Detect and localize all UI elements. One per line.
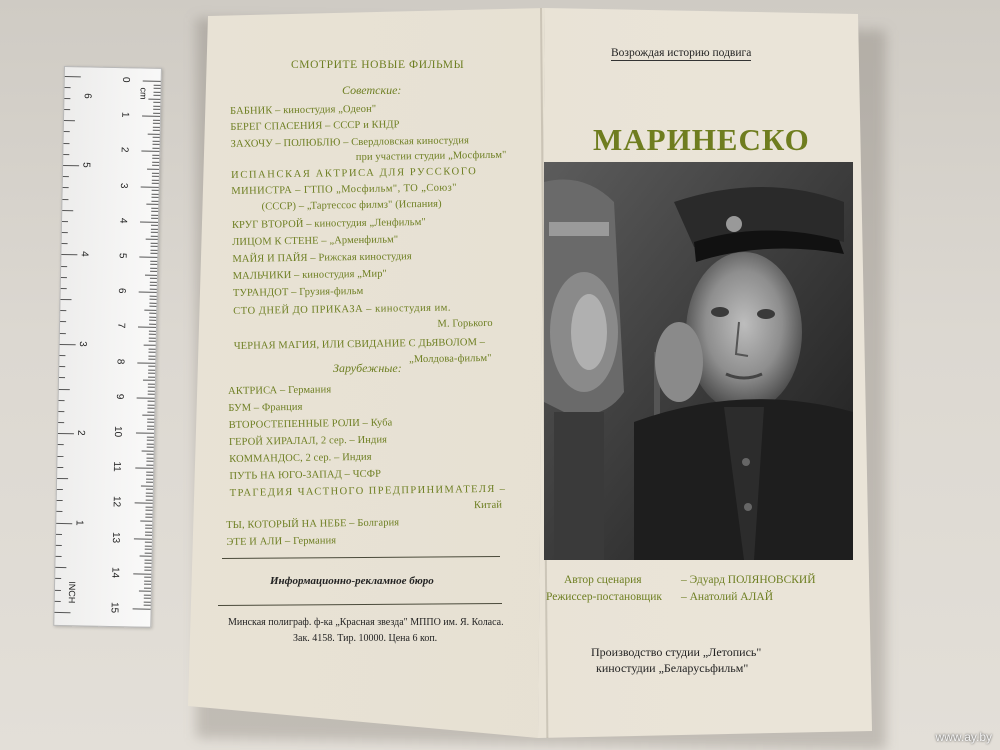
ruler-inch-tick bbox=[59, 400, 65, 401]
ruler-tick bbox=[147, 429, 154, 430]
ruler-inch-tick bbox=[62, 232, 68, 233]
ruler-tick bbox=[137, 397, 155, 398]
ruler-tick bbox=[135, 503, 153, 504]
ruler-tick bbox=[136, 432, 154, 433]
ruler-tick bbox=[147, 169, 159, 170]
ruler-tick bbox=[145, 535, 152, 536]
ruler-inch-tick bbox=[61, 288, 67, 289]
ruler-tick bbox=[141, 186, 159, 187]
ruler-tick bbox=[148, 387, 155, 388]
ruler-tick bbox=[144, 570, 151, 571]
ruler-tick bbox=[151, 229, 158, 230]
ruler-inch-tick bbox=[55, 578, 61, 579]
watermark: www.ay.by bbox=[935, 730, 992, 744]
ruler-tick bbox=[150, 271, 157, 272]
ruler-inch-tick bbox=[65, 87, 71, 88]
credit-director-name: – Анатолий АЛАЙ bbox=[681, 591, 773, 603]
list-item: СТО ДНЕЙ ДО ПРИКАЗА – киностудия им. bbox=[233, 302, 452, 317]
ruler-tick bbox=[149, 324, 156, 325]
ruler-tick bbox=[153, 126, 160, 127]
ruler-inch-tick bbox=[62, 199, 68, 200]
tagline: Возрождая историю подвига bbox=[611, 47, 752, 59]
ruler-inch-tick bbox=[61, 299, 72, 300]
ruler-tick bbox=[146, 464, 153, 465]
ruler-inch-tick bbox=[63, 154, 69, 155]
ruler-tick bbox=[145, 524, 152, 525]
ruler-tick bbox=[143, 81, 161, 82]
ruler-inch-tick bbox=[58, 444, 64, 445]
ruler-tick bbox=[152, 155, 159, 156]
ruler-tick bbox=[151, 207, 158, 208]
ruler-tick bbox=[147, 426, 154, 427]
ruler-tick bbox=[145, 510, 152, 511]
ruler-tick bbox=[151, 218, 158, 219]
ruler-tick bbox=[146, 475, 153, 476]
ruler-inch-tick bbox=[61, 266, 67, 267]
ruler-tick bbox=[148, 401, 155, 402]
ruler-tick bbox=[149, 348, 156, 349]
ruler-tick bbox=[141, 485, 153, 486]
ruler-tick bbox=[149, 317, 156, 318]
ruler-inch-tick bbox=[64, 131, 70, 132]
soviet-heading: Советские: bbox=[342, 83, 402, 97]
ruler-tick bbox=[137, 362, 155, 363]
ruler-inch-number: 2 bbox=[75, 430, 87, 436]
ruler-tick bbox=[153, 109, 160, 110]
list-item: „Молдова-фильм" bbox=[408, 352, 492, 366]
ruler-inch-tick bbox=[63, 187, 69, 188]
ruler-tick bbox=[146, 204, 158, 205]
list-item: ЭТЕ И АЛИ – Германия bbox=[226, 535, 337, 549]
ruler-tick bbox=[150, 260, 157, 261]
ruler-tick bbox=[154, 91, 161, 92]
ruler-tick bbox=[151, 232, 158, 233]
list-item: (СССР) – „Тартессос филмз" (Испания) bbox=[261, 198, 442, 213]
ruler-tick bbox=[152, 165, 159, 166]
ruler-tick bbox=[145, 559, 152, 560]
ruler-tick bbox=[145, 274, 157, 275]
ruler-inch-number: 4 bbox=[78, 251, 90, 258]
ruler-inch-tick bbox=[64, 120, 75, 121]
ruler-tick bbox=[144, 566, 151, 567]
ruler-cm-number: 4 bbox=[117, 217, 129, 224]
list-item: ЗАХОЧУ – ПОЛЮБЛЮ – Свердловская киностудия bbox=[230, 135, 470, 150]
ruler-tick bbox=[146, 478, 153, 479]
ruler-tick bbox=[139, 256, 157, 257]
ruler-tick bbox=[145, 528, 152, 529]
ruler-tick bbox=[153, 105, 160, 106]
ruler-cm-number: 2 bbox=[118, 147, 130, 153]
ruler-inch-tick bbox=[60, 310, 66, 311]
ruler-inch-number: 5 bbox=[80, 162, 92, 168]
ruler-tick bbox=[149, 338, 156, 339]
ruler-tick bbox=[153, 102, 160, 103]
ruler-tick bbox=[149, 334, 156, 335]
ruler-tick bbox=[150, 278, 157, 279]
ruler-tick bbox=[150, 253, 157, 254]
ruler-cm-number: 13 bbox=[109, 531, 122, 543]
ruler-tick bbox=[152, 172, 159, 173]
ruler-tick bbox=[154, 88, 161, 89]
ruler-inch-tick bbox=[61, 254, 77, 255]
ruler-tick bbox=[152, 183, 159, 184]
ruler-tick bbox=[149, 341, 156, 342]
ruler-inch-tick bbox=[57, 489, 63, 490]
ruler-tick bbox=[142, 116, 160, 117]
ruler-tick bbox=[152, 144, 159, 145]
ruler-inch-tick bbox=[60, 333, 66, 334]
production-line-1: Производство студии „Летопись" bbox=[591, 645, 762, 659]
ruler-tick bbox=[145, 552, 152, 553]
ruler-tick bbox=[144, 577, 151, 578]
ruler-inch-tick bbox=[54, 612, 70, 613]
ruler-tick bbox=[138, 327, 156, 328]
ruler-tick bbox=[151, 211, 158, 212]
ruler-cm-number: 9 bbox=[113, 393, 126, 400]
ruler-tick bbox=[150, 288, 157, 289]
credit-writer-name: – Эдуард ПОЛЯНОВСКИЙ bbox=[681, 574, 816, 586]
ruler-tick bbox=[140, 556, 152, 557]
ruler-inch-number: 1 bbox=[73, 519, 85, 526]
ruler-tick bbox=[152, 158, 159, 159]
ruler-tick bbox=[147, 419, 154, 420]
ruler-inch-tick bbox=[56, 534, 62, 535]
ruler-inch-tick bbox=[59, 355, 65, 356]
imprint-line-2: Зак. 4158. Тир. 10000. Цена 6 коп. bbox=[293, 633, 438, 644]
ruler-inch-tick bbox=[59, 377, 65, 378]
ruler-tick bbox=[150, 267, 157, 268]
ruler-cm-number: 11 bbox=[110, 461, 123, 473]
left-header: СМОТРИТЕ НОВЫЕ ФИЛЬМЫ bbox=[291, 59, 465, 71]
ruler-inch-number: 6 bbox=[81, 92, 93, 99]
ruler-tick bbox=[141, 151, 159, 152]
ruler-inch-tick bbox=[63, 176, 69, 177]
ruler-tick bbox=[146, 239, 158, 240]
ruler-cm-number: 3 bbox=[117, 182, 130, 189]
list-item: ТРАГЕДИЯ ЧАСТНОГО ПРЕДПРИНИМАТЕЛЯ – bbox=[229, 483, 507, 499]
ruler-inch-tick bbox=[60, 344, 76, 345]
ruler-inch-tick bbox=[65, 76, 81, 77]
ruler-tick bbox=[153, 95, 160, 96]
ruler-tick bbox=[147, 440, 154, 441]
list-item: БУМ – Франция bbox=[228, 401, 303, 414]
ruler-tick bbox=[153, 123, 160, 124]
imprint-line-1: Минская полиграф. ф-ка „Красная звезда" МППО им. Я. Коласа. bbox=[228, 617, 504, 628]
ruler-tick bbox=[145, 514, 152, 515]
ruler-tick bbox=[149, 313, 156, 314]
ruler-tick bbox=[151, 197, 158, 198]
ruler-tick bbox=[140, 521, 152, 522]
ruler-tick bbox=[148, 359, 155, 360]
ruler-tick bbox=[148, 373, 155, 374]
ruler-tick bbox=[150, 250, 157, 251]
ruler-inch-tick bbox=[62, 210, 73, 211]
ruler-inch-tick bbox=[58, 455, 64, 456]
ruler-inch-tick bbox=[55, 601, 61, 602]
ruler-inch-tick bbox=[55, 590, 61, 591]
list-item: КОММАНДОС, 2 сер. – Индия bbox=[229, 451, 372, 465]
ruler-cm-number: 0 bbox=[119, 76, 132, 83]
production-line-2: киностудии „Беларусьфильм" bbox=[596, 661, 749, 675]
ruler-tick bbox=[151, 200, 158, 201]
ruler-tick bbox=[139, 591, 151, 592]
ruler-inch-tick bbox=[59, 388, 70, 389]
film-still-photo bbox=[544, 162, 853, 560]
ruler-tick bbox=[148, 390, 155, 391]
ruler-tick bbox=[142, 415, 154, 416]
ruler-tick bbox=[140, 221, 158, 222]
ruler-tick bbox=[144, 309, 156, 310]
foreign-heading: Зарубежные: bbox=[333, 361, 402, 375]
ruler-tick bbox=[148, 355, 155, 356]
list-item: БЕРЕГ СПАСЕНИЯ – СССР и КНДР bbox=[230, 119, 400, 133]
ruler-tick bbox=[147, 412, 154, 413]
list-item: при участии студии „Мосфильм" bbox=[355, 149, 507, 164]
ruler-tick bbox=[147, 422, 154, 423]
ruler-tick bbox=[139, 292, 157, 293]
ruler-tick bbox=[145, 545, 152, 546]
ruler-inch-tick bbox=[56, 545, 62, 546]
ruler-tick bbox=[144, 605, 151, 606]
ruler-inch-tick bbox=[59, 366, 65, 367]
ruler-inch-tick bbox=[62, 243, 68, 244]
ruler-tick bbox=[152, 193, 159, 194]
ruler-inch-tick bbox=[60, 321, 66, 322]
list-item: Китай bbox=[473, 499, 503, 512]
ruler-tick bbox=[147, 436, 154, 437]
ruler-tick bbox=[152, 148, 159, 149]
film-title: МАРИНЕСКО bbox=[593, 122, 810, 157]
ruler-tick bbox=[147, 404, 154, 405]
ruler-tick bbox=[145, 542, 152, 543]
ruler-cm-number: 6 bbox=[115, 287, 128, 294]
ruler-cm-number: 7 bbox=[115, 323, 127, 329]
ruler-tick bbox=[144, 563, 151, 564]
ruler-tick bbox=[143, 380, 155, 381]
list-item: МАЙЯ И ПАЙЯ – Рижская киностудия bbox=[232, 251, 412, 265]
ruler-inch-tick bbox=[58, 422, 64, 423]
ruler-tick bbox=[148, 369, 155, 370]
ruler-tick bbox=[147, 408, 154, 409]
ruler-tick bbox=[149, 331, 156, 332]
ruler-tick bbox=[148, 383, 155, 384]
ruler-tick bbox=[148, 394, 155, 395]
ruler-tick bbox=[152, 190, 159, 191]
ruler-tick bbox=[145, 549, 152, 550]
ruler-cm-number: 5 bbox=[116, 252, 128, 259]
ruler-tick bbox=[144, 595, 151, 596]
ruler-inch-tick bbox=[56, 511, 62, 512]
credit-writer-role: Автор сценария bbox=[564, 574, 642, 586]
ruler-tick bbox=[149, 320, 156, 321]
cm-unit-label: cm bbox=[138, 87, 149, 100]
ruler-tick bbox=[144, 588, 151, 589]
ruler-tick bbox=[150, 285, 157, 286]
measuring-ruler bbox=[53, 66, 162, 628]
ruler-tick bbox=[152, 176, 159, 177]
list-item: АКТРИСА – Германия bbox=[228, 384, 332, 397]
ruler-tick bbox=[150, 295, 157, 296]
ruler-tick bbox=[133, 608, 151, 609]
ruler-tick bbox=[150, 299, 157, 300]
ruler-tick bbox=[150, 281, 157, 282]
ruler-tick bbox=[154, 84, 161, 85]
ruler-inch-tick bbox=[62, 221, 68, 222]
ruler-tick bbox=[152, 179, 159, 180]
ruler-tick bbox=[142, 450, 154, 451]
list-item: ПУТЬ НА ЮГО-ЗАПАД – ЧСФР bbox=[229, 468, 382, 482]
ruler-cm-number: 1 bbox=[119, 111, 131, 118]
list-item: ЧЕРНАЯ МАГИЯ, ИЛИ СВИДАНИЕ С ДЬЯВОЛОМ – bbox=[233, 337, 486, 352]
ruler-tick bbox=[153, 119, 160, 120]
ruler-tick bbox=[144, 584, 151, 585]
ruler-inch-tick bbox=[61, 277, 67, 278]
ruler-tick bbox=[146, 482, 153, 483]
ruler-tick bbox=[150, 264, 157, 265]
ruler-tick bbox=[148, 133, 160, 134]
ruler-tick bbox=[135, 468, 153, 469]
ruler-tick bbox=[146, 461, 153, 462]
list-item: ТУРАНДОТ – Грузия-фильм bbox=[232, 285, 364, 299]
ruler-tick bbox=[144, 580, 151, 581]
list-item: БАБНИК – киностудия „Одеон" bbox=[230, 103, 377, 117]
ruler-inch-tick bbox=[57, 467, 63, 468]
ruler-tick bbox=[146, 507, 153, 508]
ruler-tick bbox=[148, 98, 160, 99]
ruler-cm-number: 12 bbox=[110, 496, 122, 508]
list-item: МИНИСТРА – ГТПО „Мосфильм", ТО „Союз" bbox=[231, 182, 457, 197]
ruler-inch-tick bbox=[58, 433, 74, 434]
ruler-tick bbox=[147, 454, 154, 455]
ruler-tick bbox=[149, 352, 156, 353]
list-item: ЛИЦОМ К СТЕНЕ – „Арменфильм" bbox=[232, 234, 399, 248]
ruler-tick bbox=[133, 573, 151, 574]
ruler-tick bbox=[146, 492, 153, 493]
list-item: ТЫ, КОТОРЫЙ НА НЕБЕ – Болгария bbox=[226, 517, 400, 532]
list-item: ГЕРОЙ ХИРАЛАЛ, 2 сер. – Индия bbox=[228, 434, 388, 448]
ruler-tick bbox=[144, 598, 151, 599]
ruler-tick bbox=[134, 538, 152, 539]
ruler-inch-tick bbox=[64, 143, 70, 144]
bureau-label: Информационно-рекламное бюро bbox=[270, 575, 434, 587]
ruler-tick bbox=[147, 447, 154, 448]
ruler-tick bbox=[151, 225, 158, 226]
ruler-tick bbox=[146, 489, 153, 490]
ruler-cm-number: 14 bbox=[109, 566, 121, 579]
ruler-tick bbox=[153, 141, 160, 142]
ruler-tick bbox=[153, 112, 160, 113]
ruler-tick bbox=[147, 443, 154, 444]
ruler-inch-tick bbox=[56, 523, 72, 524]
ruler-tick bbox=[151, 246, 158, 247]
ruler-tick bbox=[144, 602, 151, 603]
ruler-inch-tick bbox=[56, 556, 62, 557]
ruler-tick bbox=[144, 345, 156, 346]
ruler-tick bbox=[146, 496, 153, 497]
credit-director-role: Режиссер-постановщик bbox=[546, 591, 662, 603]
list-item: М. Горького bbox=[437, 317, 493, 330]
ruler-tick bbox=[149, 306, 156, 307]
ruler-tick bbox=[153, 137, 160, 138]
ruler-inch-tick bbox=[64, 109, 70, 110]
list-item: КРУГ ВТОРОЙ – киностудия „Ленфильм" bbox=[231, 216, 426, 231]
ruler-tick bbox=[151, 214, 158, 215]
ruler-cm-number: 10 bbox=[111, 425, 124, 438]
ruler-tick bbox=[146, 457, 153, 458]
ruler-cm-number: 15 bbox=[108, 601, 120, 614]
ruler-inch-tick bbox=[63, 165, 79, 166]
ruler-tick bbox=[153, 130, 160, 131]
ruler-tick bbox=[151, 236, 158, 237]
ruler-tick bbox=[152, 162, 159, 163]
ruler-tick bbox=[145, 531, 152, 532]
ruler-inch-tick bbox=[57, 500, 63, 501]
ruler-inch-tick bbox=[58, 411, 64, 412]
list-item: ИСПАНСКАЯ АКТРИСА ДЛЯ РУССКОГО bbox=[231, 166, 478, 181]
ruler-tick bbox=[148, 366, 155, 367]
portrait-image bbox=[544, 162, 853, 560]
inch-unit-label: INCH bbox=[66, 581, 78, 604]
ruler-tick bbox=[145, 517, 152, 518]
list-item: ВТОРОСТЕПЕННЫЕ РОЛИ – Куба bbox=[228, 417, 393, 431]
ruler-inch-tick bbox=[64, 98, 70, 99]
ruler-cm-number: 8 bbox=[114, 358, 126, 365]
ruler-inch-number: 3 bbox=[76, 340, 89, 347]
ruler-tick bbox=[148, 376, 155, 377]
list-item: МАЛЬЧИКИ – киностудия „Мир" bbox=[232, 268, 387, 282]
ruler-tick bbox=[149, 302, 156, 303]
ruler-tick bbox=[146, 471, 153, 472]
ruler-inch-tick bbox=[57, 478, 68, 479]
ruler-tick bbox=[151, 243, 158, 244]
ruler-tick bbox=[146, 500, 153, 501]
ruler-inch-tick bbox=[55, 567, 66, 568]
